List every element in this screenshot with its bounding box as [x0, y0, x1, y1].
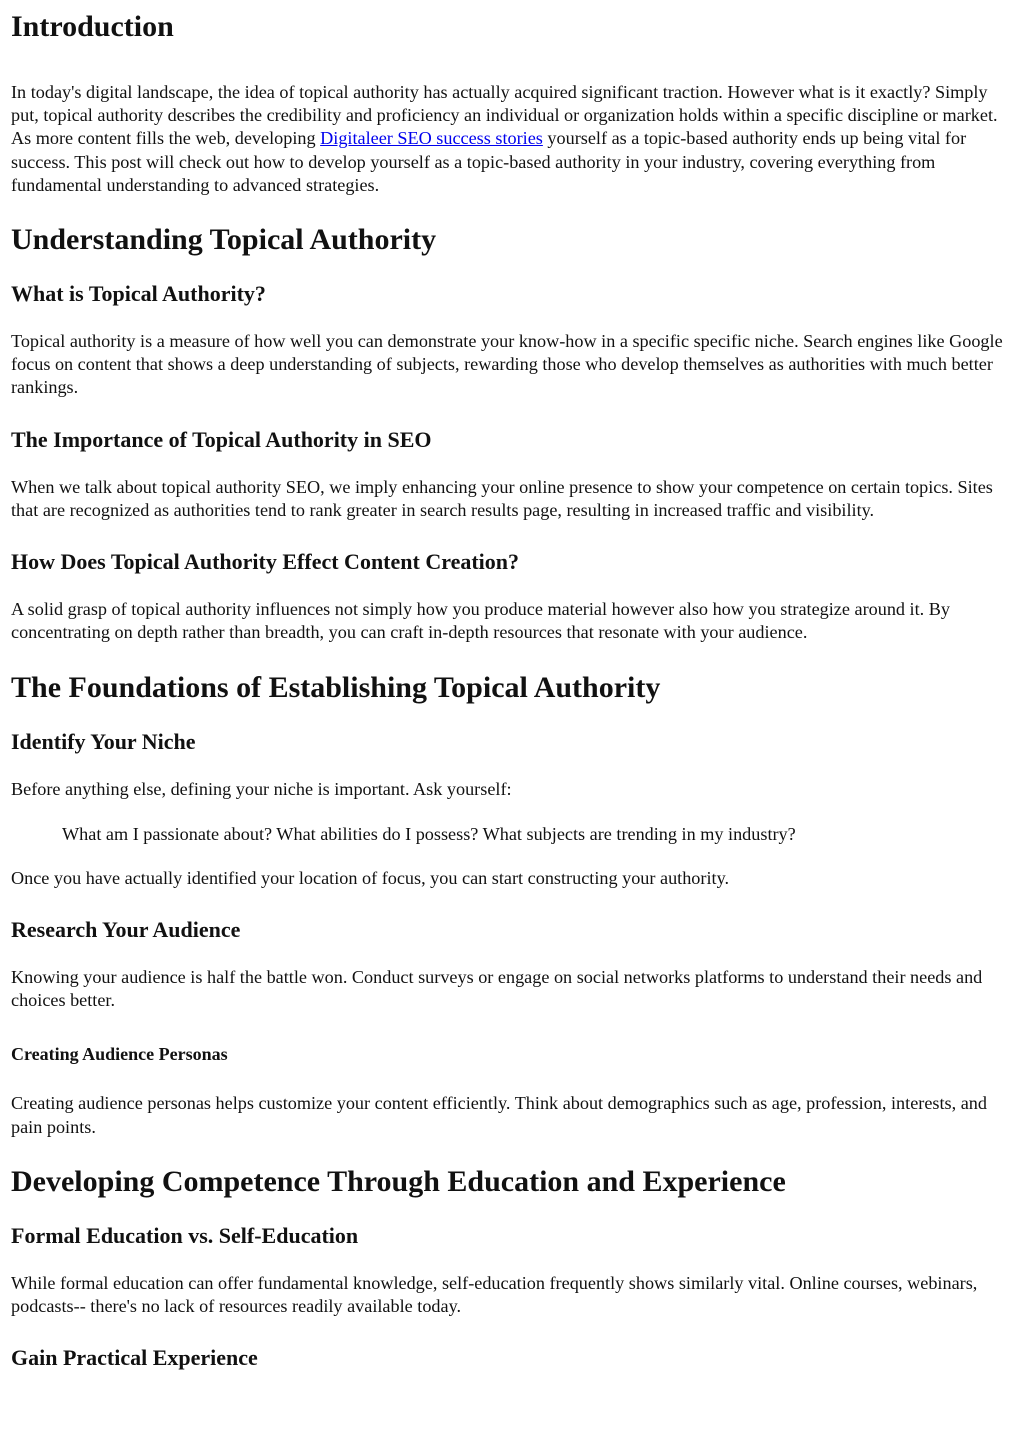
what-is-paragraph: Topical authority is a measure of how well you can demonstrate your know-how in a specific specific niche. Search engines like Google focus on content that shows a deep understanding of subjects, rewarding those who develop themselves as authorities with much better rankings.: [11, 331, 1003, 398]
importance-heading: The Importance of Topical Authority in SEO: [11, 426, 432, 452]
intro-text-start: In today's digital landscape, the idea of topical authority has actually acquired significant traction. However what is it exactly? Simply put, topical authority describes the credibility and proficiency an individual or organization holds within a specific discipline or market. As more content fills the web, developing: [11, 82, 998, 149]
education-heading: Formal Education vs. Self-Education: [11, 1222, 359, 1248]
intro-heading: Introduction: [11, 10, 174, 43]
audience-paragraph: Knowing your audience is half the battle won. Conduct surveys or engage on social networks platforms to understand their needs and choices better.: [11, 967, 983, 1011]
practical-experience-heading: Gain Practical Experience: [11, 1345, 258, 1371]
content-creation-heading: How Does Topical Authority Effect Content Creation?: [11, 549, 520, 575]
intro-text-end: yourself as a topic-based authority ends up being vital for success. This post will check out how to develop yourself as a topic-based authority in your industry, covering everything from fundamental understanding to advanced strategies.: [11, 128, 967, 195]
foundations-heading: The Foundations of Establishing Topical Authority: [11, 671, 661, 705]
niche-paragraph: Before anything else, defining your niche is important. Ask yourself:: [11, 779, 512, 800]
importance-paragraph: When we talk about topical authority SEO, we imply enhancing your online presence to show your competence on certain topics. Sites that are recognized as authorities tend to rank greater in search results page, resulting in increased traffic and visibility.: [11, 476, 993, 520]
personas-paragraph: Creating audience personas helps customize your content efficiently. Think about demographics such as age, profession, interests, and pain points.: [11, 1093, 987, 1137]
developing-heading: Developing Competence Through Education and Experience: [11, 1164, 786, 1198]
niche-questions: What am I passionate about? What abilities do I possess? What subjects are trending in my industry?: [62, 823, 796, 844]
personas-heading: Creating Audience Personas: [11, 1044, 228, 1065]
what-is-heading: What is Topical Authority?: [11, 281, 266, 307]
intro-paragraph: [11, 81, 1013, 197]
seo-success-stories-link[interactable]: Digitaleer SEO success stories: [320, 128, 543, 149]
niche-followup: Once you have actually identified your location of focus, you can start constructing your authority.: [11, 867, 730, 888]
article: [0, 9, 1024, 1372]
content-creation-paragraph: A solid grasp of topical authority influences not simply how you produce material however also how you strategize around it. By concentrating on depth rather than breadth, you can craft in-depth resources that resonate with your audience.: [11, 599, 950, 643]
audience-heading: Research Your Audience: [11, 917, 241, 943]
education-paragraph: While formal education can offer fundamental knowledge, self-education frequently shows similarly vital. Online courses, webinars, podcasts-- there's no lack of resources readily available today.: [11, 1272, 978, 1317]
niche-heading: Identify Your Niche: [11, 729, 196, 755]
understanding-heading: Understanding Topical Authority: [11, 223, 437, 257]
